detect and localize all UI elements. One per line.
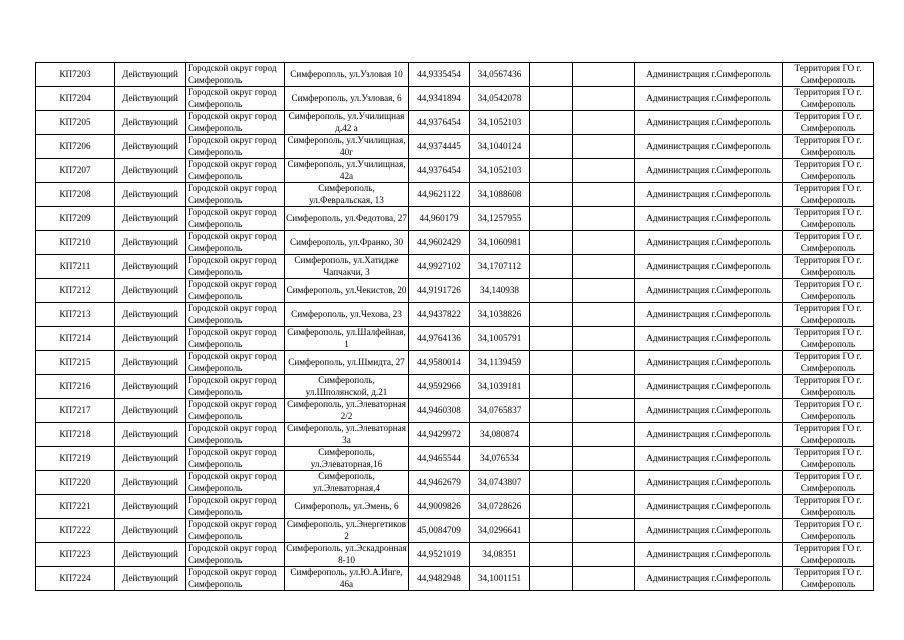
- cell-owner: Администрация г.Симферополь: [635, 327, 783, 351]
- cell-longitude: 34,0728626: [470, 495, 530, 519]
- table-row: [36, 351, 874, 375]
- cell-code: КП7224: [36, 567, 115, 591]
- cell-territory: Территория ГО г. Симферополь: [783, 495, 874, 519]
- cell-empty-1: [530, 567, 573, 591]
- table-row: [36, 423, 874, 447]
- cell-district: Городской округ город Симферополь: [186, 375, 285, 399]
- cell-longitude: 34,076534: [470, 447, 530, 471]
- cell-owner: Администрация г.Симферополь: [635, 567, 783, 591]
- cell-status: Действующий: [115, 567, 186, 591]
- cell-latitude: 44,9521019: [409, 543, 470, 567]
- cell-owner: Администрация г.Симферополь: [635, 111, 783, 135]
- cell-empty-1: [530, 279, 573, 303]
- cell-status: Действующий: [115, 111, 186, 135]
- cell-owner: Администрация г.Симферополь: [635, 159, 783, 183]
- table-row: [36, 543, 874, 567]
- cell-owner: Администрация г.Симферополь: [635, 471, 783, 495]
- cell-code: КП7207: [36, 159, 115, 183]
- cell-status: Действующий: [115, 471, 186, 495]
- cell-code: КП7223: [36, 543, 115, 567]
- table-row: [36, 567, 874, 591]
- cell-latitude: 44,9376454: [409, 111, 470, 135]
- cell-status: Действующий: [115, 543, 186, 567]
- cell-owner: Администрация г.Симферополь: [635, 255, 783, 279]
- cell-address: Симферополь, ул.Узловая 10: [285, 63, 409, 87]
- cell-longitude: 34,1005791: [470, 327, 530, 351]
- cell-empty-1: [530, 111, 573, 135]
- table-row: [36, 303, 874, 327]
- cell-empty-1: [530, 87, 573, 111]
- table-row: [36, 87, 874, 111]
- cell-empty-1: [530, 423, 573, 447]
- cell-status: Действующий: [115, 303, 186, 327]
- cell-longitude: 34,1257955: [470, 207, 530, 231]
- cell-territory: Территория ГО г. Симферополь: [783, 87, 874, 111]
- cell-empty-2: [573, 543, 635, 567]
- cell-address: Симферополь, ул.Элеваторная 2/2: [285, 399, 409, 423]
- cell-longitude: 34,1039181: [470, 375, 530, 399]
- cell-longitude: 34,0567436: [470, 63, 530, 87]
- cell-address: Симферополь, ул.Чехова, 23: [285, 303, 409, 327]
- cell-territory: Территория ГО г. Симферополь: [783, 111, 874, 135]
- cell-status: Действующий: [115, 279, 186, 303]
- cell-longitude: 34,0765837: [470, 399, 530, 423]
- cell-empty-2: [573, 63, 635, 87]
- cell-owner: Администрация г.Симферополь: [635, 495, 783, 519]
- cell-district: Городской округ город Симферополь: [186, 87, 285, 111]
- cell-address: Симферополь, ул.Училищная, 40г: [285, 135, 409, 159]
- cell-code: КП7203: [36, 63, 115, 87]
- cell-address: Симферополь, ул.Шполянской, д.21: [285, 375, 409, 399]
- cell-owner: Администрация г.Симферополь: [635, 519, 783, 543]
- cell-empty-2: [573, 255, 635, 279]
- cell-empty-1: [530, 135, 573, 159]
- cell-district: Городской округ город Симферополь: [186, 567, 285, 591]
- cell-empty-2: [573, 135, 635, 159]
- cell-empty-1: [530, 159, 573, 183]
- cell-district: Городской округ город Симферополь: [186, 399, 285, 423]
- cell-district: Городской округ город Симферополь: [186, 111, 285, 135]
- cell-address: Симферополь, ул.Узловая, 6: [285, 87, 409, 111]
- table-row: [36, 399, 874, 423]
- cell-empty-1: [530, 447, 573, 471]
- cell-district: Городской округ город Симферополь: [186, 351, 285, 375]
- cell-territory: Территория ГО г. Симферополь: [783, 567, 874, 591]
- cell-address: Симферополь, ул.Элеваторная,4: [285, 471, 409, 495]
- cell-latitude: 44,9602429: [409, 231, 470, 255]
- cell-code: КП7222: [36, 519, 115, 543]
- cell-empty-1: [530, 519, 573, 543]
- cell-code: КП7215: [36, 351, 115, 375]
- cell-territory: Территория ГО г. Симферополь: [783, 207, 874, 231]
- cell-empty-1: [530, 183, 573, 207]
- cell-territory: Территория ГО г. Симферополь: [783, 303, 874, 327]
- cell-owner: Администрация г.Симферополь: [635, 279, 783, 303]
- cell-district: Городской округ город Симферополь: [186, 303, 285, 327]
- cell-status: Действующий: [115, 351, 186, 375]
- table-row: [36, 231, 874, 255]
- cell-latitude: 44,9592966: [409, 375, 470, 399]
- cell-empty-1: [530, 399, 573, 423]
- cell-address: Симферополь, ул.Училищная, 42а: [285, 159, 409, 183]
- cell-district: Городской округ город Симферополь: [186, 543, 285, 567]
- table-row: [36, 495, 874, 519]
- cell-address: Симферополь, ул.Элеваторная,16: [285, 447, 409, 471]
- cell-latitude: 44,9465544: [409, 447, 470, 471]
- cell-empty-2: [573, 327, 635, 351]
- cell-code: КП7214: [36, 327, 115, 351]
- cell-territory: Территория ГО г. Симферополь: [783, 135, 874, 159]
- cell-status: Действующий: [115, 375, 186, 399]
- table-row: [36, 183, 874, 207]
- cell-empty-1: [530, 327, 573, 351]
- cell-empty-2: [573, 471, 635, 495]
- table-row: [36, 135, 874, 159]
- cell-address: Симферополь, ул.Февральская, 13: [285, 183, 409, 207]
- cell-empty-1: [530, 63, 573, 87]
- cell-owner: Администрация г.Симферополь: [635, 231, 783, 255]
- cell-territory: Территория ГО г. Симферополь: [783, 159, 874, 183]
- cell-longitude: 34,1707112: [470, 255, 530, 279]
- cell-status: Действующий: [115, 255, 186, 279]
- cell-status: Действующий: [115, 135, 186, 159]
- cell-address: Симферополь, ул.Элеваторная 3а: [285, 423, 409, 447]
- cell-code: КП7205: [36, 111, 115, 135]
- cell-latitude: 44,9376454: [409, 159, 470, 183]
- cell-address: Симферополь, ул.Эскадронная 8-10: [286, 543, 407, 565]
- cell-empty-2: [573, 447, 635, 471]
- table-row: [36, 375, 874, 399]
- table-row: [36, 63, 874, 87]
- cell-longitude: 34,1060981: [470, 231, 530, 255]
- cell-latitude: 44,9429972: [409, 423, 470, 447]
- table-row: [36, 279, 874, 303]
- cell-district: Городской округ город Симферополь: [186, 423, 285, 447]
- cell-owner: Администрация г.Симферополь: [635, 351, 783, 375]
- cell-district: Городской округ город Симферополь: [186, 447, 285, 471]
- cell-status: Действующий: [115, 231, 186, 255]
- cell-status: Действующий: [115, 207, 186, 231]
- cell-address: Симферополь, ул.Федотова, 27: [285, 207, 409, 231]
- cell-district: Городской округ город Симферополь: [186, 279, 285, 303]
- cell-code: КП7212: [36, 279, 115, 303]
- cell-status: Действующий: [115, 183, 186, 207]
- cell-latitude: 44,960179: [409, 207, 470, 231]
- cell-latitude: 44,9191726: [409, 279, 470, 303]
- table-row: [36, 255, 874, 279]
- cell-code: КП7216: [36, 375, 115, 399]
- cell-owner: Администрация г.Симферополь: [635, 423, 783, 447]
- cell-longitude: 34,140938: [470, 279, 530, 303]
- cell-code: КП7210: [36, 231, 115, 255]
- registry-table-body: [36, 63, 874, 591]
- table-row: [36, 207, 874, 231]
- cell-longitude: 34,1052103: [470, 111, 530, 135]
- cell-address: Симферополь, ул.Хатидже Чапчакчи, 3: [285, 255, 409, 279]
- cell-empty-1: [530, 207, 573, 231]
- cell-owner: Администрация г.Симферополь: [635, 87, 783, 111]
- cell-latitude: 44,9341894: [409, 87, 470, 111]
- cell-empty-2: [573, 375, 635, 399]
- cell-owner: Администрация г.Симферополь: [635, 399, 783, 423]
- cell-territory: Территория ГО г. Симферополь: [783, 447, 874, 471]
- cell-owner: Администрация г.Симферополь: [635, 447, 783, 471]
- cell-empty-1: [530, 543, 573, 567]
- cell-empty-2: [573, 87, 635, 111]
- cell-district: Городской округ город Симферополь: [186, 135, 285, 159]
- cell-empty-2: [573, 519, 635, 543]
- cell-code: КП7221: [36, 495, 115, 519]
- cell-territory: Территория ГО г. Симферополь: [783, 231, 874, 255]
- cell-latitude: 44,9374445: [409, 135, 470, 159]
- cell-empty-2: [573, 303, 635, 327]
- cell-status: Действующий: [115, 87, 186, 111]
- cell-latitude: 44,9482948: [409, 567, 470, 591]
- registry-table: [35, 62, 874, 591]
- table-row: [36, 327, 874, 351]
- cell-longitude: 34,1040124: [470, 135, 530, 159]
- cell-district: Городской округ город Симферополь: [186, 231, 285, 255]
- cell-longitude: 34,0743807: [470, 471, 530, 495]
- cell-address: Симферополь, ул.Франко, 30: [285, 231, 409, 255]
- cell-territory: Территория ГО г. Симферополь: [783, 327, 874, 351]
- cell-address: Симферополь, ул.Чекистов, 20: [285, 279, 409, 303]
- cell-latitude: 44,9437822: [409, 303, 470, 327]
- cell-code: КП7219: [36, 447, 115, 471]
- cell-code: КП7206: [36, 135, 115, 159]
- cell-status: Действующий: [115, 63, 186, 87]
- table-row: [36, 111, 874, 135]
- cell-latitude: 44,9764136: [409, 327, 470, 351]
- cell-code: КП7217: [36, 399, 115, 423]
- cell-territory: Территория ГО г. Симферополь: [783, 351, 874, 375]
- cell-latitude: 44,9462679: [409, 471, 470, 495]
- cell-district: Городской округ город Симферополь: [186, 495, 285, 519]
- cell-latitude: 44,9335454: [409, 63, 470, 87]
- cell-address: Симферополь, ул.Ю.А.Инге, 46а: [285, 567, 409, 591]
- cell-longitude: 34,1052103: [470, 159, 530, 183]
- cell-empty-1: [530, 375, 573, 399]
- cell-code: КП7211: [36, 255, 115, 279]
- cell-empty-2: [573, 207, 635, 231]
- cell-territory: Территория ГО г. Симферополь: [783, 423, 874, 447]
- cell-code: КП7204: [36, 87, 115, 111]
- cell-owner: Администрация г.Симферополь: [635, 63, 783, 87]
- cell-district: Городской округ город Симферополь: [186, 183, 285, 207]
- cell-district: Городской округ город Симферополь: [186, 63, 285, 87]
- cell-latitude: 44,9009826: [409, 495, 470, 519]
- cell-address: Симферополь, ул.Училищная д.42 а: [285, 111, 409, 135]
- cell-owner: Администрация г.Симферополь: [635, 207, 783, 231]
- cell-empty-2: [573, 231, 635, 255]
- cell-territory: Территория ГО г. Симферополь: [783, 471, 874, 495]
- cell-latitude: 44,9460308: [409, 399, 470, 423]
- cell-owner: Администрация г.Симферополь: [635, 375, 783, 399]
- cell-empty-2: [573, 159, 635, 183]
- cell-latitude: 44,9621122: [409, 183, 470, 207]
- cell-code: КП7213: [36, 303, 115, 327]
- table-row: [36, 471, 874, 495]
- cell-empty-2: [573, 399, 635, 423]
- cell-longitude: 34,080874: [470, 423, 530, 447]
- cell-address: Симферополь, ул.Шмидта, 27: [285, 351, 409, 375]
- table-row: [36, 159, 874, 183]
- cell-status: Действующий: [115, 447, 186, 471]
- cell-owner: Администрация г.Симферополь: [635, 135, 783, 159]
- cell-status: Действующий: [115, 519, 186, 543]
- cell-empty-1: [530, 255, 573, 279]
- cell-address: Симферополь, ул.Энергетиков 2: [285, 519, 409, 543]
- cell-empty-1: [530, 231, 573, 255]
- cell-longitude: 34,08351: [470, 543, 530, 567]
- cell-code: КП7218: [36, 423, 115, 447]
- cell-address: Симферополь, ул.Шалфейная, 1: [285, 327, 409, 351]
- cell-status: Действующий: [115, 495, 186, 519]
- cell-longitude: 34,0296641: [470, 519, 530, 543]
- cell-district: Городской округ город Симферополь: [186, 519, 285, 543]
- cell-address: Симферополь, ул.Эмень, 6: [285, 495, 409, 519]
- cell-district: Городской округ город Симферополь: [186, 471, 285, 495]
- cell-empty-2: [573, 495, 635, 519]
- cell-territory: Территория ГО г. Симферополь: [783, 183, 874, 207]
- table-row: [36, 519, 874, 543]
- cell-empty-2: [573, 279, 635, 303]
- cell-longitude: 34,1038826: [470, 303, 530, 327]
- cell-territory: Территория ГО г. Симферополь: [783, 543, 874, 567]
- cell-territory: Территория ГО г. Симферополь: [783, 519, 874, 543]
- cell-status: Действующий: [115, 399, 186, 423]
- cell-longitude: 34,1088608: [470, 183, 530, 207]
- cell-code: КП7209: [36, 207, 115, 231]
- cell-empty-1: [530, 303, 573, 327]
- cell-latitude: 44,9580014: [409, 351, 470, 375]
- cell-territory: Территория ГО г. Симферополь: [783, 375, 874, 399]
- cell-latitude: 45,0084709: [409, 519, 470, 543]
- cell-district: Городской округ город Симферополь: [186, 255, 285, 279]
- cell-district: Городской округ город Симферополь: [186, 207, 285, 231]
- cell-empty-1: [530, 495, 573, 519]
- cell-longitude: 34,0542078: [470, 87, 530, 111]
- cell-code: КП7220: [36, 471, 115, 495]
- cell-owner: Администрация г.Симферополь: [635, 543, 783, 567]
- cell-longitude: 34,1139459: [470, 351, 530, 375]
- cell-district: Городской округ город Симферополь: [186, 159, 285, 183]
- cell-code: КП7208: [36, 183, 115, 207]
- cell-owner: Администрация г.Симферополь: [635, 303, 783, 327]
- cell-empty-1: [530, 471, 573, 495]
- cell-district: Городской округ город Симферополь: [186, 327, 285, 351]
- cell-empty-2: [573, 567, 635, 591]
- cell-status: Действующий: [115, 327, 186, 351]
- cell-territory: Территория ГО г. Симферополь: [783, 279, 874, 303]
- cell-latitude: 44,9927102: [409, 255, 470, 279]
- cell-empty-1: [530, 351, 573, 375]
- cell-status: Действующий: [115, 159, 186, 183]
- cell-status: Действующий: [115, 423, 186, 447]
- cell-empty-2: [573, 183, 635, 207]
- cell-empty-2: [573, 111, 635, 135]
- cell-empty-2: [573, 423, 635, 447]
- cell-empty-2: [573, 351, 635, 375]
- cell-territory: Территория ГО г. Симферополь: [783, 63, 874, 87]
- cell-territory: Территория ГО г. Симферополь: [783, 399, 874, 423]
- cell-territory: Территория ГО г. Симферополь: [783, 255, 874, 279]
- table-row: [36, 447, 874, 471]
- cell-owner: Администрация г.Симферополь: [635, 183, 783, 207]
- cell-longitude: 34,1001151: [470, 567, 530, 591]
